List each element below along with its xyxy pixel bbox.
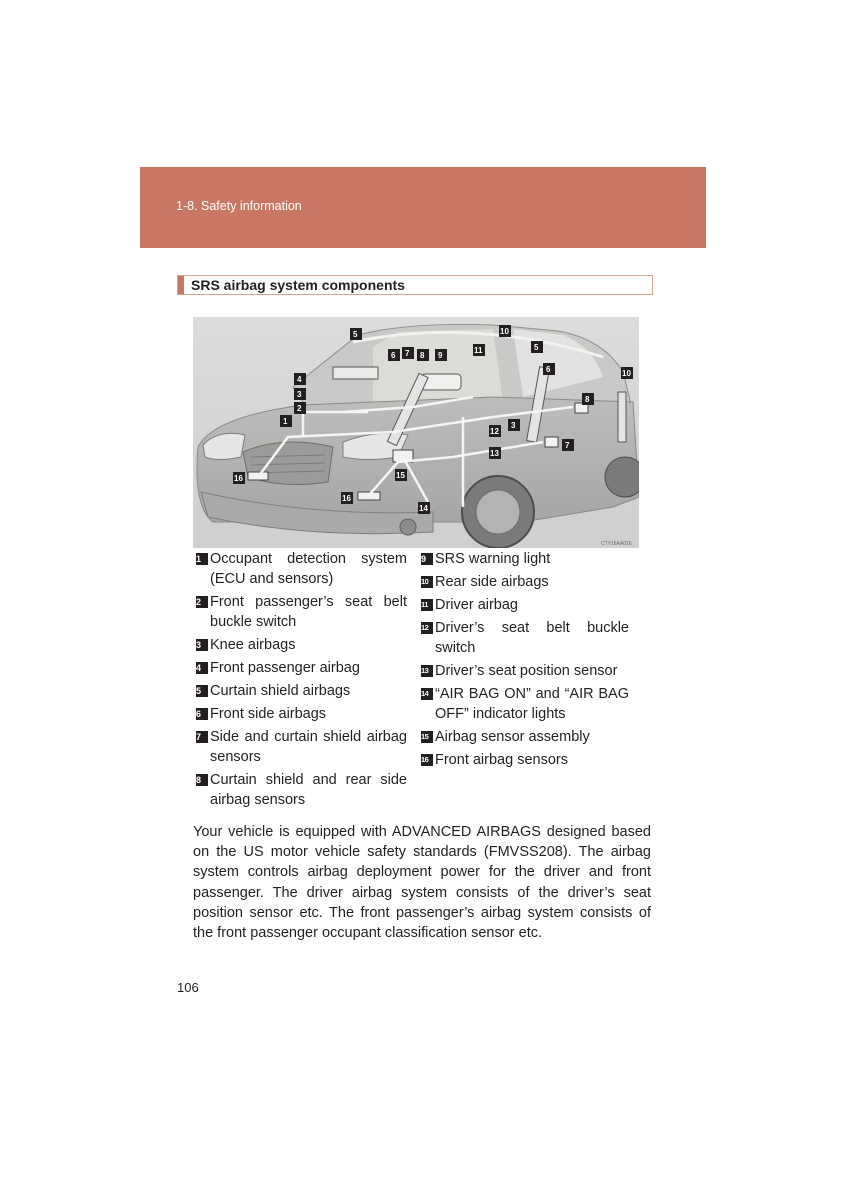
item-number-badge: 2 — [196, 596, 208, 608]
svg-text:8: 8 — [585, 395, 590, 404]
component-item-2 — [196, 592, 407, 632]
wheel-rim-shape — [476, 490, 520, 534]
svg-text:16: 16 — [234, 474, 243, 483]
callout-2 — [294, 402, 306, 414]
callout-6b — [543, 363, 555, 375]
svg-text:11: 11 — [474, 346, 483, 355]
component-item-1 — [196, 549, 407, 589]
component-label: Front passenger airbag — [210, 660, 360, 676]
callout-11 — [473, 344, 485, 356]
component-label: Curtain shield airbags — [210, 683, 351, 699]
component-item-7 — [196, 727, 407, 767]
item-number-badge: 8 — [196, 774, 208, 786]
svg-text:16: 16 — [342, 494, 351, 503]
item-number-badge: 5 — [196, 685, 208, 697]
callout-4 — [294, 373, 306, 385]
callout-10b — [621, 367, 633, 379]
component-item-13 — [421, 661, 629, 681]
svg-text:3: 3 — [511, 421, 516, 430]
side-sensor-module — [545, 437, 558, 447]
callout-3 — [294, 388, 306, 400]
item-number-badge: 13 — [421, 665, 433, 677]
component-item-15 — [421, 727, 629, 747]
callout-5b — [531, 341, 543, 353]
rear-curtain-bar — [618, 392, 626, 442]
item-number-badge: 12 — [421, 622, 433, 634]
svg-text:14: 14 — [419, 504, 428, 513]
component-label: SRS warning light — [435, 551, 551, 567]
component-label: Curtain shield and rear side airbag sensors — [210, 772, 407, 808]
component-item-16 — [421, 750, 629, 770]
component-label: Front passenger’s seat belt buckle switch — [210, 594, 407, 630]
component-item-5 — [196, 681, 407, 701]
callout-16 — [233, 472, 245, 484]
component-label: Occupant detection system (ECU and sensors) — [210, 551, 407, 587]
item-number-badge: 1 — [196, 553, 208, 565]
callout-8 — [417, 349, 429, 361]
callout-7b — [562, 439, 574, 451]
svg-text:7: 7 — [565, 441, 570, 450]
rear-wheel-shape — [605, 457, 639, 497]
component-label: Front side airbags — [210, 706, 327, 722]
callout-15 — [395, 469, 407, 481]
chapter-header-title: 1-8. Safety information — [176, 199, 302, 213]
item-number-badge: 3 — [196, 639, 208, 651]
figure-code: CTY16AA016 — [601, 541, 632, 547]
svg-text:15: 15 — [396, 471, 405, 480]
callout-6 — [388, 349, 400, 361]
callout-5 — [350, 328, 362, 340]
svg-text:6: 6 — [546, 365, 551, 374]
callout-8b — [582, 393, 594, 405]
item-number-badge: 9 — [421, 553, 433, 565]
callout-12 — [489, 425, 501, 437]
svg-text:8: 8 — [420, 351, 425, 360]
component-list-right — [421, 549, 629, 773]
svg-text:4: 4 — [297, 375, 302, 384]
item-number-badge: 15 — [421, 731, 433, 743]
component-item-14 — [421, 684, 629, 724]
item-number-badge: 11 — [421, 599, 433, 611]
component-label: Knee airbags — [210, 637, 296, 653]
component-item-10 — [421, 572, 629, 592]
passenger-airbag-module — [333, 367, 378, 379]
advanced-airbags-paragraph: Your vehicle is equipped with ADVANCED AIRBAGS designed based on the US motor vehicle safety standards (FMVSS208). The airbag system controls airbag deployment power for the driver and front passenger. The driver airbag system consists of the driver’s seat position sensor etc. The front passenger’s airbag system consists of the front passenger occupant classification sensor etc. — [193, 824, 651, 942]
item-number-badge: 16 — [421, 754, 433, 766]
item-number-badge: 10 — [421, 576, 433, 588]
callout-9 — [435, 349, 447, 361]
svg-text:1: 1 — [283, 417, 288, 426]
item-number-badge: 4 — [196, 662, 208, 674]
svg-text:13: 13 — [490, 449, 499, 458]
callout-16b — [341, 492, 353, 504]
component-item-6 — [196, 704, 407, 724]
car-illustration-svg — [193, 317, 639, 548]
component-label: Front airbag sensors — [435, 752, 568, 768]
chapter-header-band — [140, 167, 706, 248]
component-item-4 — [196, 658, 407, 678]
callout-13 — [489, 447, 501, 459]
callout-14 — [418, 502, 430, 514]
page-number: 106 — [177, 980, 199, 995]
component-label: Airbag sensor assembly — [435, 729, 590, 745]
svg-text:5: 5 — [353, 330, 358, 339]
component-label: Driver’s seat belt buckle switch — [435, 620, 629, 656]
callout-7 — [402, 347, 414, 359]
component-label: Side and curtain shield airbag sensors — [210, 729, 407, 765]
svg-text:6: 6 — [391, 351, 396, 360]
component-label: “AIR BAG ON” and “AIR BAG OFF” indicator lights — [435, 686, 629, 722]
windshield-shape — [373, 329, 503, 407]
component-item-9 — [421, 549, 629, 569]
svg-text:9: 9 — [438, 351, 443, 360]
fog-lamp-shape — [400, 519, 416, 535]
item-number-badge: 6 — [196, 708, 208, 720]
section-heading — [177, 275, 653, 295]
svg-text:7: 7 — [405, 349, 410, 358]
svg-text:3: 3 — [297, 390, 302, 399]
svg-text:10: 10 — [622, 369, 631, 378]
component-item-8 — [196, 770, 407, 810]
component-label: Rear side airbags — [435, 574, 549, 590]
item-number-badge: 7 — [196, 731, 208, 743]
component-item-11 — [421, 595, 629, 615]
component-label: Driver airbag — [435, 597, 518, 613]
mirror-module — [421, 374, 461, 390]
airbag-components-illustration — [193, 317, 639, 548]
svg-text:10: 10 — [500, 327, 509, 336]
component-list-left — [196, 549, 407, 813]
callout-3b — [508, 419, 520, 431]
svg-text:2: 2 — [297, 404, 302, 413]
component-item-12 — [421, 618, 629, 658]
callout-1 — [280, 415, 292, 427]
component-item-3 — [196, 635, 407, 655]
section-heading-text: SRS airbag system components — [191, 277, 405, 293]
svg-text:5: 5 — [534, 343, 539, 352]
svg-text:12: 12 — [490, 427, 499, 436]
item-number-badge: 14 — [421, 688, 433, 700]
section-heading-accent-bar — [178, 276, 184, 294]
callout-10 — [499, 325, 511, 337]
component-label: Driver’s seat position sensor — [435, 663, 618, 679]
